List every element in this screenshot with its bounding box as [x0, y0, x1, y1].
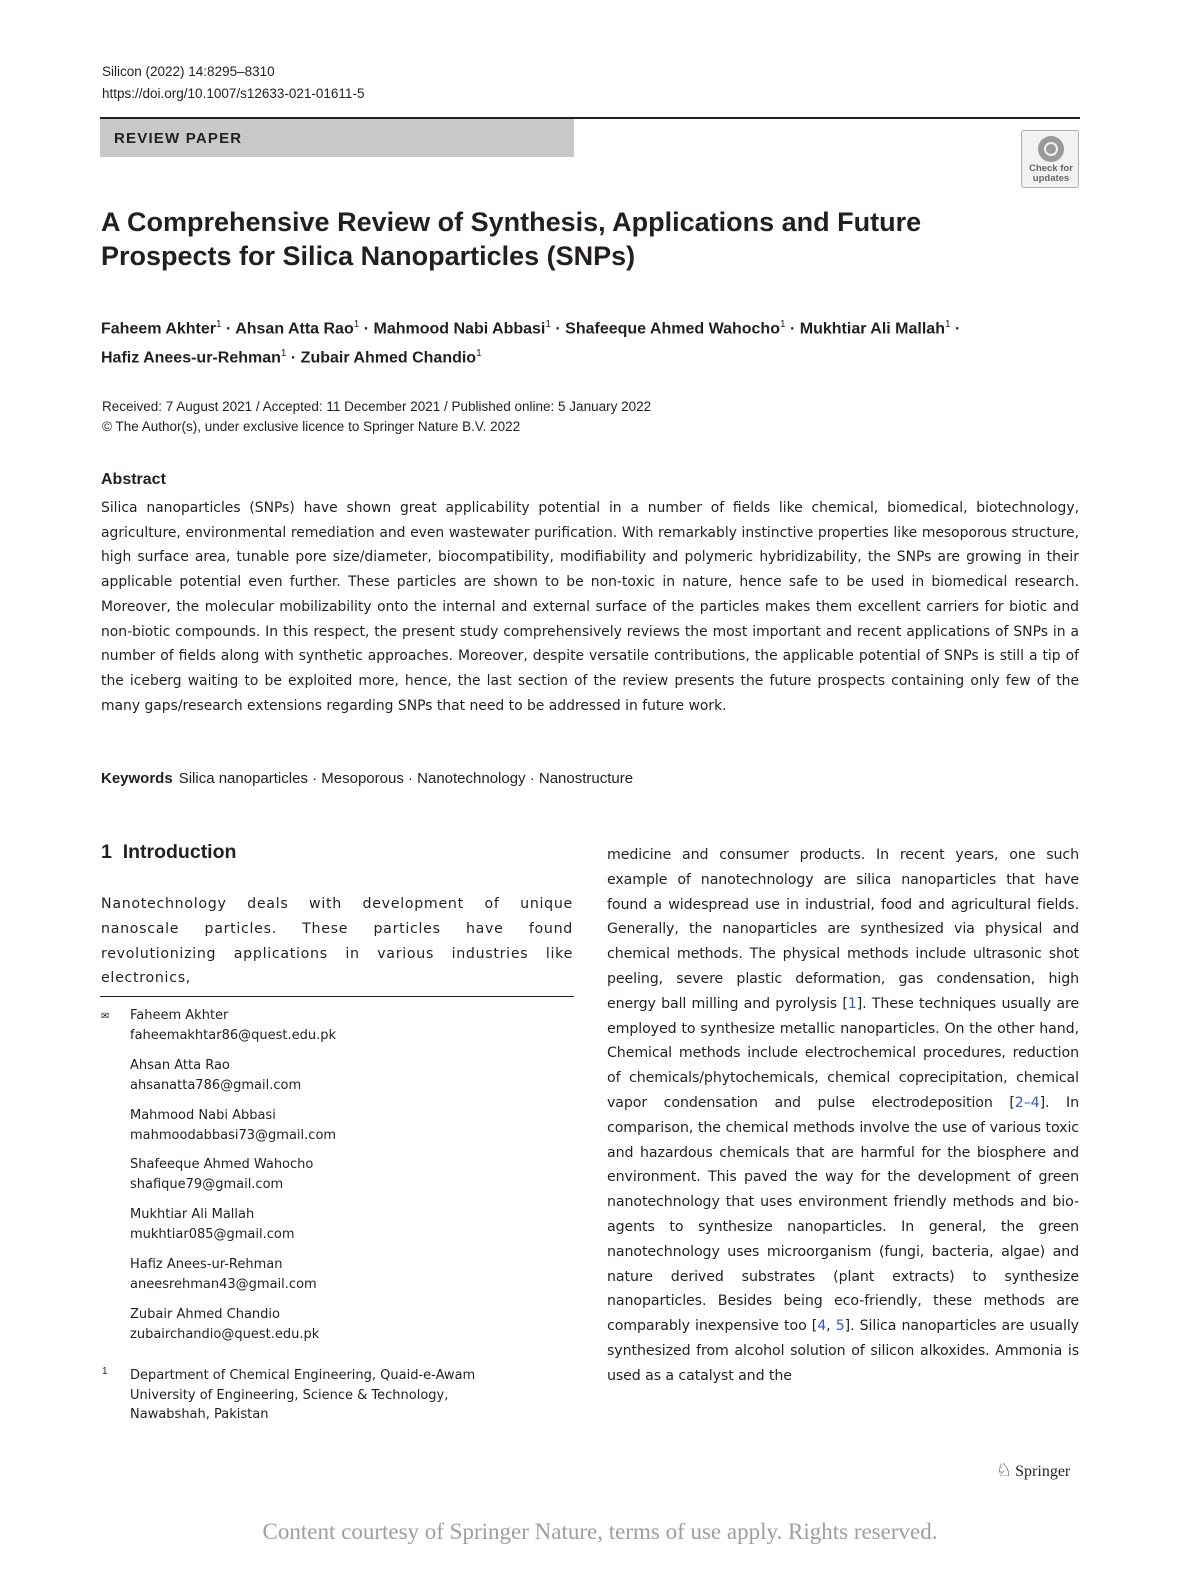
affiliation-line: Department of Chemical Engineering, Quaid-e-Awam: [130, 1368, 476, 1383]
correspondence-name: Shafeeque Ahmed Wahocho: [130, 1157, 314, 1172]
correspondence-email[interactable]: ahsanatta786@gmail.com: [130, 1078, 302, 1093]
section-heading-introduction: [101, 841, 236, 864]
intro-text: ]. In comparison, the chemical methods involve the use of various toxic and hazardous chemicals that are harmful for the biosphere and environment. This paved the way for the development of green nanotechnology that uses environment friendly methods and bio-agents to synthesize nanoparticles. In general, the green nanotechnology uses microorganism (fungi, bacteria, algae) and nature derived substrates (plant extracts) to synthesize nanoparticles. Besides being eco-friendly, these methods are comparably inexpensive too [: [607, 1094, 1080, 1335]
intro-text: medicine and consumer products. In recent years, one such example of nanotechnology are silica nanoparticles that have found a widespread use in industrial, food and agricultural fields. Generally, the nanoparticles are synthesized via physical and chemical methods. The physical methods include ultrasonic shot peeling, severe plastic deformation, gas condensation, high energy ball milling and pyrolysis [: [607, 847, 1079, 1012]
intro-text: ]. These techniques usually are employed to synthesize metallic nanoparticles. On the other hand, Chemical methods include electrochemical procedures, reduction of chemicals/phytochemicals, chemical coprecipitation, chemical vapor condensation and pulse electrodeposition [: [607, 995, 1079, 1111]
corresponding-author: [130, 1006, 336, 1046]
author-affiliation-mark: 1: [944, 319, 951, 330]
courtesy-notice: Content courtesy of Springer Nature, terms of use apply. Rights reserved.: [262, 1519, 938, 1544]
author-contact: [130, 1155, 313, 1195]
dates-line: Received: 7 August 2021 / Accepted: 11 December 2021 / Published online: 5 January 2022: [102, 399, 652, 414]
publisher-name: Springer: [1015, 1463, 1071, 1480]
abstract-text: Silica nanoparticles (SNPs) have shown great applicability potential in a number of fields like chemical, biomedical, biotechnology, agriculture, environmental remediation and even wastewater purification. With remarkably instinctive properties like mesoporous structure, high surface area, tunable pore size/diameter, biocompatibility, modifiability and polymeric hybridizability, the SNPs are growing in their applicable potential even further. These particles are shown to be non-toxic in nature, hence safe to be used in biomedical research. Moreover, the molecular mobilizability onto the internal and external surface of the particles makes them excellent carriers for biotic and non-biotic compounds. In this respect, the present study comprehensively reviews the most important and recent applications of SNPs in a number of fields along with synthetic approaches. Moreover, despite versatile contributions, the applicable potential of SNPs is still a tip of the iceberg waiting to be exploited more, hence, the last section of the review presents the future prospects containing only few of the many gaps/research extensions regarding SNPs that need to be addressed in future work.: [101, 500, 1079, 714]
title-line-1: A Comprehensive Review of Synthesis, Applications and Future: [101, 207, 922, 237]
correspondence-name: Hafiz Anees-ur-Rehman: [130, 1257, 283, 1272]
citation-link[interactable]: 4: [817, 1318, 827, 1335]
correspondence-email[interactable]: mahmoodabbasi73@gmail.com: [130, 1128, 337, 1143]
author-contact: [130, 1255, 317, 1295]
check-updates-icon: [1038, 136, 1064, 162]
affiliation: [130, 1366, 550, 1425]
author-list: [101, 312, 1091, 371]
affiliation-line: Nawabshah, Pakistan: [130, 1407, 269, 1422]
intro-paragraph-left: Nanotechnology deals with development of unique nanoscale particles. These particles have found revolutionizing applications in various industries like electronics,: [101, 896, 573, 987]
journal-citation: Silicon (2022) 14:8295–8310: [102, 64, 275, 79]
affiliation-line: University of Engineering, Science & Technology,: [130, 1387, 449, 1403]
citation-link[interactable]: 2–4: [1014, 1094, 1040, 1111]
article-title: [101, 205, 1081, 273]
author-separator: ·: [950, 320, 961, 338]
author-affiliation-mark: 1: [216, 319, 222, 330]
publication-history: [102, 397, 651, 437]
envelope-icon: ✉: [101, 1011, 110, 1022]
author-name[interactable]: Hafiz Anees-ur-Rehman: [101, 349, 281, 367]
author-contact: [130, 1106, 336, 1146]
check-for-updates-badge[interactable]: [1021, 130, 1079, 188]
author-separator: ·: [550, 320, 566, 338]
footnote-rule: [100, 996, 574, 997]
correspondence-email[interactable]: shafique79@gmail.com: [130, 1177, 284, 1192]
author-affiliation-mark: 1: [476, 348, 482, 360]
citation-link[interactable]: 5: [835, 1318, 845, 1335]
correspondence-name: Ahsan Atta Rao: [130, 1058, 230, 1073]
author-name[interactable]: Zubair Ahmed Chandio: [300, 349, 477, 367]
author-affiliation-mark: 1: [280, 348, 287, 360]
citation-link[interactable]: 1: [847, 995, 857, 1012]
correspondence-email[interactable]: zubairchandio@quest.edu.pk: [130, 1327, 320, 1342]
keywords-label: Keywords: [101, 770, 173, 787]
correspondence-name: Faheem Akhter: [130, 1008, 229, 1023]
author-name[interactable]: Mukhtiar Ali Mallah: [799, 320, 945, 338]
correspondence-name: Zubair Ahmed Chandio: [130, 1307, 280, 1322]
affiliation-number: 1: [102, 1366, 108, 1377]
correspondence-email[interactable]: faheemakhtar86@quest.edu.pk: [130, 1028, 337, 1043]
section-title: Introduction: [122, 841, 237, 863]
intro-paragraph-right: [607, 843, 1079, 1389]
doi-link[interactable]: https://doi.org/10.1007/s12633-021-01611-5: [102, 86, 365, 101]
author-separator: ·: [286, 349, 301, 367]
author-name[interactable]: Ahsan Atta Rao: [235, 320, 354, 338]
article-type-label: REVIEW PAPER: [114, 130, 243, 147]
author-affiliation-mark: 1: [545, 319, 551, 330]
author-contact: [130, 1056, 301, 1096]
correspondence-name: Mukhtiar Ali Mallah: [130, 1207, 255, 1222]
author-contact: [130, 1205, 295, 1245]
keywords-line: [101, 770, 633, 787]
publisher-logo: [996, 1460, 1070, 1481]
author-affiliation-mark: 1: [779, 319, 786, 330]
check-updates-line2: updates: [1032, 173, 1070, 184]
author-separator: ·: [785, 320, 800, 338]
author-affiliation-mark: 1: [353, 319, 360, 330]
author-separator: ·: [359, 320, 374, 338]
section-number: 1: [101, 841, 112, 863]
keywords-list: Silica nanoparticles · Mesoporous · Nanotechnology · Nanostructure: [178, 770, 634, 787]
author-separator: ·: [221, 320, 236, 338]
author-contact: [130, 1305, 319, 1345]
check-updates-text: [1022, 164, 1080, 184]
intro-text: ,: [826, 1318, 836, 1335]
abstract-heading: Abstract: [101, 471, 166, 488]
springer-horse-icon: ♘: [996, 1460, 1013, 1480]
check-updates-line1: Check for: [1029, 163, 1073, 174]
copyright-line: © The Author(s), under exclusive licence to Springer Nature B.V. 2022: [102, 419, 521, 434]
correspondence-email[interactable]: mukhtiar085@gmail.com: [130, 1227, 295, 1242]
correspondence-email[interactable]: aneesrehman43@gmail.com: [130, 1277, 317, 1292]
title-line-2: Prospects for Silica Nanoparticles (SNPs): [101, 241, 636, 271]
author-name[interactable]: Faheem Akhter: [101, 320, 216, 338]
author-name[interactable]: Mahmood Nabi Abbasi: [373, 320, 546, 338]
correspondence-name: Mahmood Nabi Abbasi: [130, 1108, 276, 1123]
author-name[interactable]: Shafeeque Ahmed Wahocho: [565, 320, 780, 338]
intro-text: ]. Silica nanoparticles are usually synthesized from alcohol solution of silicon alkoxides. Ammonia is used as a catalyst and the: [607, 1318, 1079, 1384]
